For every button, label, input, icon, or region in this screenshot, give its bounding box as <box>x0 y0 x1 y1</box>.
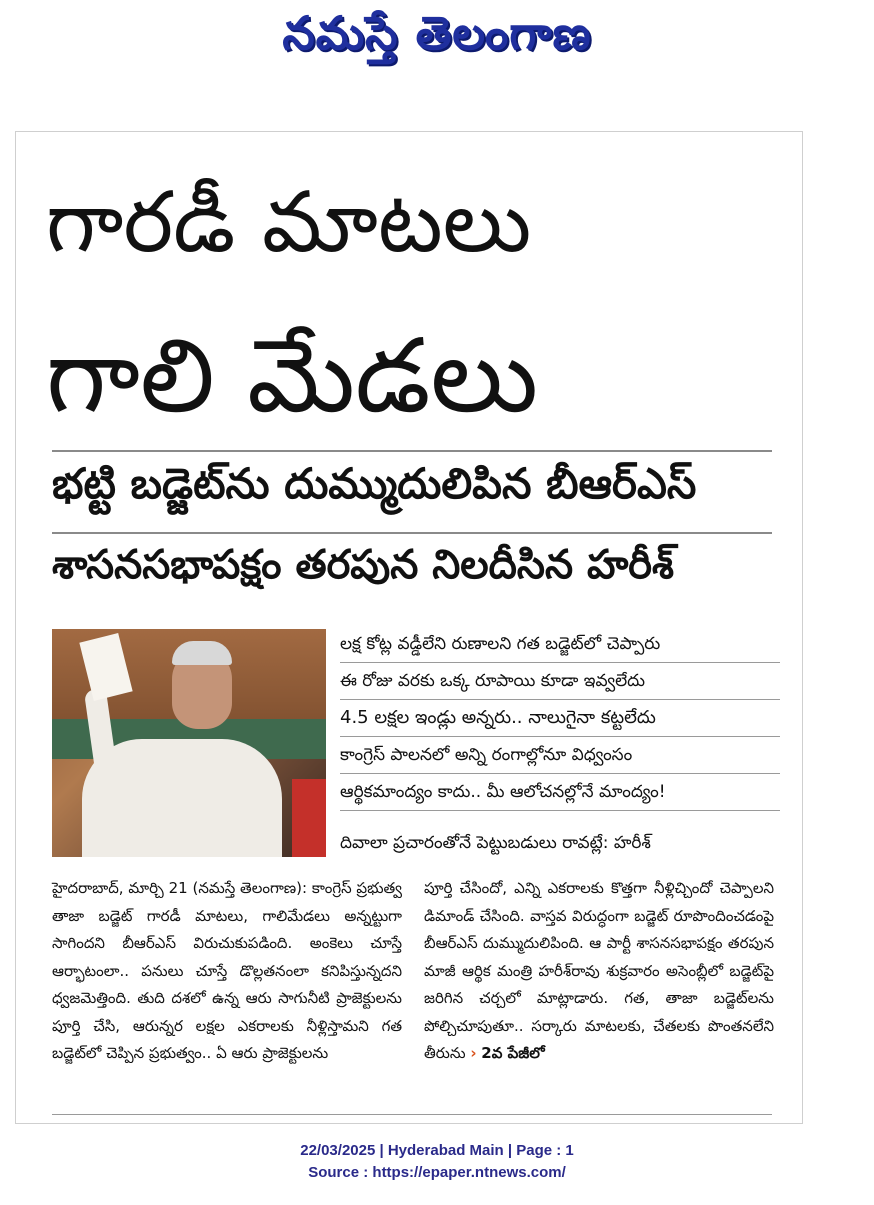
highlight-item: ఆర్థికమాంద్యం కాదు.. మీ ఆలోచనల్లోనే మాంద్యం! <box>340 774 780 811</box>
headline-line-2: గాలి మేడలు <box>46 317 539 436</box>
masthead <box>0 0 874 80</box>
page-footer <box>0 1140 874 1184</box>
subheadline-2: శాసనసభాపక్షం తరపున నిలదీసిన హరీశ్ <box>52 542 675 588</box>
highlight-item: కాంగ్రెస్ పాలనలో అన్ని రంగాల్లోనూ విధ్వంసం <box>340 737 780 774</box>
subheadline-1: భట్టి బడ్జెట్‌ను దుమ్ముదులిపిన బీఆర్‌ఎస్ <box>52 459 697 508</box>
footer-date-edition: 22/03/2025 | Hyderabad Main | Page : 1 <box>300 1142 574 1159</box>
highlight-item: లక్ష కోట్ల వడ్డీలేని రుణాలని గత బడ్జెట్‌లో చెప్పారు <box>340 626 780 663</box>
highlight-item: ఈ రోజు వరకు ఒక్క రూపాయి కూడా ఇవ్వలేదు <box>340 663 780 700</box>
highlight-list <box>340 626 780 811</box>
newspaper-logo: నమస్తే తెలంగాణ <box>282 6 592 60</box>
pull-quote: దివాలా ప్రచారంతోనే పెట్టుబడులు రావట్లే: హరీశ్ <box>340 833 651 853</box>
continued-arrow-icon: › <box>470 1044 477 1062</box>
article-photo <box>52 629 326 857</box>
news-clipping <box>15 131 803 1124</box>
divider <box>52 450 772 452</box>
continued-label: 2వ పేజీలో <box>481 1044 545 1062</box>
body-column-2 <box>424 875 774 1068</box>
divider <box>52 532 772 534</box>
footer-source: Source : https://epaper.ntnews.com/ <box>308 1164 566 1181</box>
body-column-1: హైదరాబాద్, మార్చి 21 (నమస్తే తెలంగాణ): కాంగ్రెస్ ప్రభుత్వ తాజా బడ్జెట్ గారడీ మాటలు, గాలిమేడలు అన్నట్టుగా సాగిందని బీఆర్‌ఎస్ విరుచుకుపడింది. అంకెలు చూస్తే ఆర్భాటంలా.. పనులు చూస్తే డొల్లతనంలా కనిపిస్తున్నదని ధ్వజమెత్తింది. తుది దశలో ఉన్న ఆరు సాగునీటి ప్రాజెక్టులను పూర్తి చేసి, ఆరున్నర లక్షల ఎకరాలకు నీళ్లిస్తామని గత బడ్జెట్‌లో చెప్పిన ప్రభుత్వం.. ఏ ఆరు ప్రాజెక్టులను <box>52 879 402 1062</box>
divider <box>52 1114 772 1115</box>
highlight-item: 4.5 లక్షల ఇండ్లు అన్నరు.. నాలుగైనా కట్టలేదు <box>340 700 780 737</box>
headline-line-1: గారడీ మాటలు <box>46 173 532 271</box>
body-column-2-text: పూర్తి చేసిందో, ఎన్ని ఎకరాలకు కొత్తగా నీళ్లిచ్చిందో చెప్పాలని డిమాండ్ చేసింది. వాస్తవ విరుద్ధంగా బడ్జెట్ రూపొందించడంపై బీఆర్‌ఎస్ దుమ్ముదులిపింది. ఆ పార్టీ శాసనసభాపక్షం తరపున మాజీ ఆర్థిక మంత్రి హరీశ్‌రావు శుక్రవారం అసెంబ్లీలో బడ్జెట్‌పై జరిగిన చర్చలో మాట్లాడారు. గత, తాజా బడ్జెట్‌లను పోల్చిచూపుతూ.. సర్కారు మాటలకు, చేతలకు పొంతనలేని తీరును <box>424 879 774 1062</box>
